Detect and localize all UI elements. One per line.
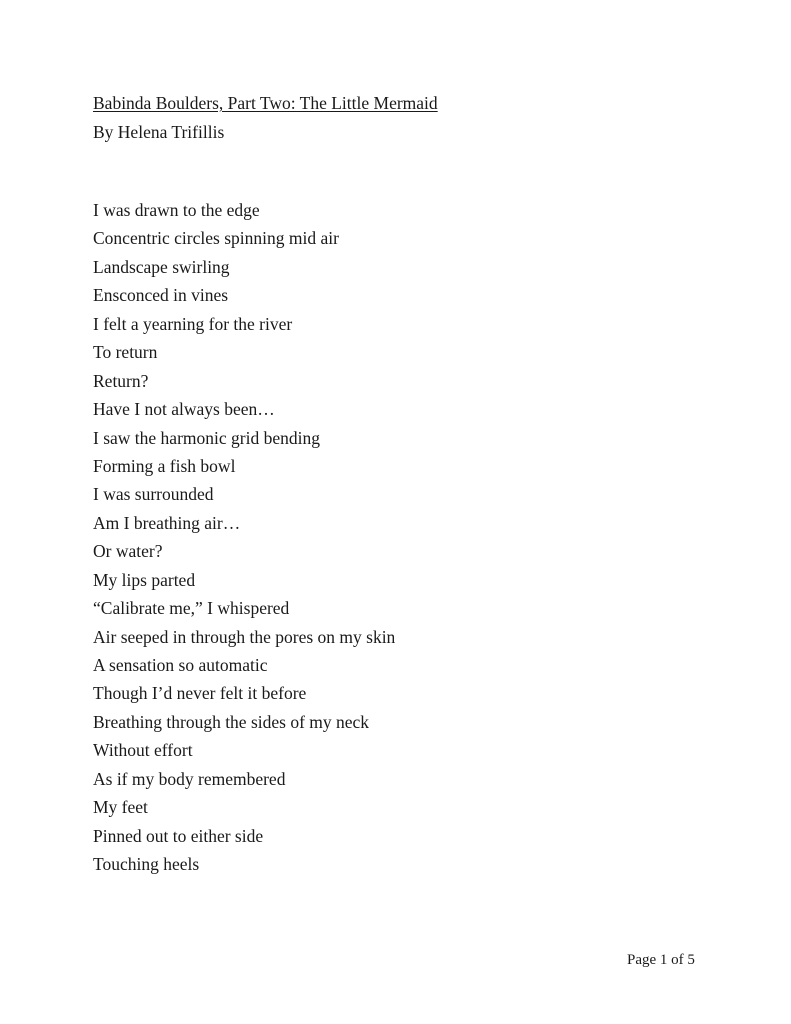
poem-line: Air seeped in through the pores on my skin [93, 626, 396, 647]
poem-line: Am I breathing air… [93, 512, 241, 533]
poem-line: Though I’d never felt it before [93, 683, 307, 704]
poem-author: By Helena Trifillis [93, 122, 225, 142]
poem-body [93, 199, 395, 882]
poem-line: Ensconced in vines [93, 285, 229, 306]
poem-line: Landscape swirling [93, 256, 230, 277]
poem-line: I was surrounded [93, 484, 214, 505]
poem-line: Concentric circles spinning mid air [93, 228, 339, 249]
poem-line: To return [93, 342, 158, 363]
poem-line: My feet [93, 797, 148, 818]
poem-line: Pinned out to either side [93, 825, 264, 846]
poem-line: Or water? [93, 541, 163, 562]
poem-line: Forming a fish bowl [93, 455, 236, 476]
poem-line: My lips parted [93, 569, 196, 590]
poem-line: I felt a yearning for the river [93, 313, 293, 334]
page-number: Page 1 of 5 [627, 952, 695, 968]
poem-line: I saw the harmonic grid bending [93, 427, 320, 448]
poem-line: Have I not always been… [93, 399, 275, 420]
poem-line: As if my body remembered [93, 768, 286, 789]
poem-line: I was drawn to the edge [93, 200, 260, 220]
poem-line: Without effort [93, 740, 193, 761]
poem-line: Return? [93, 370, 149, 391]
poem-line: A sensation so automatic [93, 655, 268, 675]
poem-line: Touching heels [93, 854, 200, 875]
poem-line: “Calibrate me,” I whispered [93, 598, 290, 619]
poem-line: Breathing through the sides of my neck [93, 711, 370, 732]
poem-title: Babinda Boulders, Part Two: The Little Mermaid [93, 93, 438, 113]
